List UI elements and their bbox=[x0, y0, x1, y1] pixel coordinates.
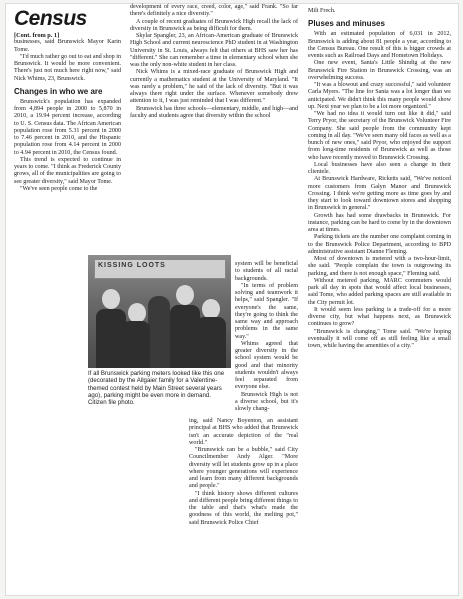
paragraph: One new event, Santa's Little Shindig at the new Brunswick Fire Station in Brunswick Crossing, was an overwhelming success. bbox=[308, 60, 451, 81]
paragraph: Without metered parking, MARC commuters would park all day in spots that would affect local businesses, said Tome, who added parking spaces are still available in the City permit lot. bbox=[308, 277, 451, 306]
paragraph: Nick Whims is a mixed-race graduate of Brunswick High and currently a mathematics student at the University of Maryland. "It was rarely a problem," he said of the lack of diversity. "But it was always there right under the surface. Whenever somebody drew attention to it, I was just reminded that I was different." bbox=[130, 69, 298, 105]
person-icon bbox=[122, 321, 150, 368]
column-3 bbox=[308, 4, 451, 350]
newspaper-clipping bbox=[6, 4, 458, 595]
person-icon bbox=[202, 299, 220, 319]
parking-meter-photo bbox=[88, 255, 231, 368]
paragraph: Most of downtown is metered with a two-hour-limit, she said. "People complain the town is outgrowing its parking, and there is not enough space," Fleming said. bbox=[308, 256, 451, 277]
column-2-wrap bbox=[235, 261, 298, 413]
paragraph: It would seem less parking is a trade-off for a more diverse city, but what happens next, as Brunswick continues to grow? bbox=[308, 306, 451, 328]
paragraph: Skylar Spangler, 23, an African-American graduate of Brunswick High School and current neuroscience PhD student in at Washington University in St. Louis, always felt that others at BHS saw her has "different." She can remember a time in elementary school when she was the only non-white student in her class. bbox=[130, 33, 298, 68]
paragraph: "I'd much rather go out to eat and shop in Brunswick. It would be more convenient. There's just not much here right now," said Nick Whims, 23, Brunswick. bbox=[14, 53, 121, 82]
paragraph: At Brunswick Hardware, Ricketts said, "We've noticed more customers from Galyn Manor and Brunswick Crossing. I think we're getting more as time goes by and they start to look toward downtown stores and shopping in Brunswick in general." bbox=[308, 176, 451, 212]
person-icon bbox=[196, 317, 226, 368]
paragraph: Local businesses have also seen a change in their clientele. bbox=[308, 161, 451, 175]
section-subhead: Pluses and minuses bbox=[308, 19, 385, 29]
parking-meter-icon bbox=[148, 296, 170, 368]
paragraph: With an estimated population of 6,031 in 2012, Brunswick is adding about 81 people a year, according to the Census Bureau. One result of this is bigger crowds at events such as Railroad Days and Hometown Holidays. bbox=[308, 31, 451, 59]
paragraph: A couple of recent graduates of Brunswick High recall the lack of diversity in Brunswick as being difficult for them. bbox=[130, 18, 298, 32]
paragraph: Whims agreed that greater diversity in the school system would be good and that minority students wouldn't always feel separated from everyone else. bbox=[235, 340, 298, 391]
paragraph: "I think history shows different cultures and different people bring different things to the table and that's what's made the goodness of this world, the melting pot," said Brunswick Police Chief bbox=[189, 490, 298, 526]
column-1 bbox=[14, 4, 121, 193]
paragraph: Brunswick has three schools—elementary, middle, and high—and faculty and students agree that diversity within the school bbox=[130, 105, 298, 119]
photo-caption: If all Brunswick parking meters looked like this one (decorated by the Allgaier family for a Valentine-themed contest held by Main Street several years ago), parking might be even more in demand. Citizen file photo. bbox=[88, 370, 225, 407]
paragraph: Brunswick's population has expanded from 4,894 people in 2000 to 5,870 in 2010, a 19.94 percent increase, according to U. S. Census data. The African American population rose from 5.31 percent in 2000 to 7.46 percent in 2010, and the Hispanic population rose from 4.14 percent in 2000 to 4.94 percent in 2010, the Census found. bbox=[14, 98, 121, 156]
paragraph: "We had no idea it would turn out like it did," said Terry Pryor, the secretary of the Brunswick Volunteer Fire Company. She said people from the community kept coming in all day. "We've seen many old faces as well as a bunch of new ones," said Pryor, who enjoyed the support from long-time residents of Brunswick as well as those who have recently moved to Brunswick Crossing. bbox=[308, 111, 451, 161]
paragraph: "We've seen people come to the bbox=[20, 185, 98, 192]
person-icon bbox=[128, 303, 146, 323]
paragraph: system will be beneficial to students of all racial backgrounds. bbox=[235, 261, 298, 282]
column-2-top bbox=[130, 4, 298, 120]
headline: Census bbox=[14, 7, 87, 30]
continuation-label: [Cont. from p. 1] bbox=[14, 32, 60, 39]
paragraph: Growth has had some drawbacks in Brunswick. For instance, parking can be hard to come by in the downtown area at times. bbox=[308, 212, 451, 233]
paragraph: "Brunswick is changing," Tome said. "We're hoping eventually it will come off as still feeling like a small town, while having the amenities of a city." bbox=[308, 328, 451, 349]
paragraph: Brunswick High is not a diverse school, but it's slowly chang- bbox=[235, 391, 298, 412]
paragraph: "It was a blowout and crazy successful," said volunteer Carla Myers. "The line for Santa was a lot longer than we anticipated. We didn't think this many people would show up. Next year we plan to be a lot more organized." bbox=[308, 82, 451, 110]
paragraph: Parking tickets are the number one complaint coming in to the Brunswick Police Department, according to BPD administrative assistant Dianne Fleming. bbox=[308, 234, 451, 255]
paragraph: "Brunswick can be a bubble," said City Councilmember Andy Alger. "More diversity will let students grow up in a place where younger generations will experience and learn from many different backgrounds and people." bbox=[189, 447, 298, 490]
column-2-bottom bbox=[189, 418, 298, 527]
paragraph: This trend is expected to continue in years to come. "I think as Frederick County grows, all of the municipalities are going to see greater diversity," said Mayor Tome. bbox=[14, 156, 121, 185]
person-icon bbox=[102, 289, 120, 309]
byline: Milt Frech. bbox=[308, 8, 336, 14]
paragraph: development of every race, creed, color, age," said Frank. "So far there's definitely a nice diversity." bbox=[130, 4, 298, 18]
paragraph: "In terms of problem solving and teamwork it helps," said Spangler. "If everyone's the same, they're going to think the same way and approach problems in the same way." bbox=[235, 282, 298, 340]
photo-sign-text: KISSING LOOTS bbox=[98, 262, 166, 269]
person-icon bbox=[176, 285, 194, 305]
section-subhead: Changes in who we are bbox=[14, 86, 103, 96]
paragraph: businesses, said Brunswick Mayor Karin Tome. bbox=[14, 39, 121, 53]
paragraph: ing, said Nancy Boyenton, an assistant principal at BHS who added that Brunswick isn't an accurate depiction of the "real world." bbox=[189, 418, 298, 446]
